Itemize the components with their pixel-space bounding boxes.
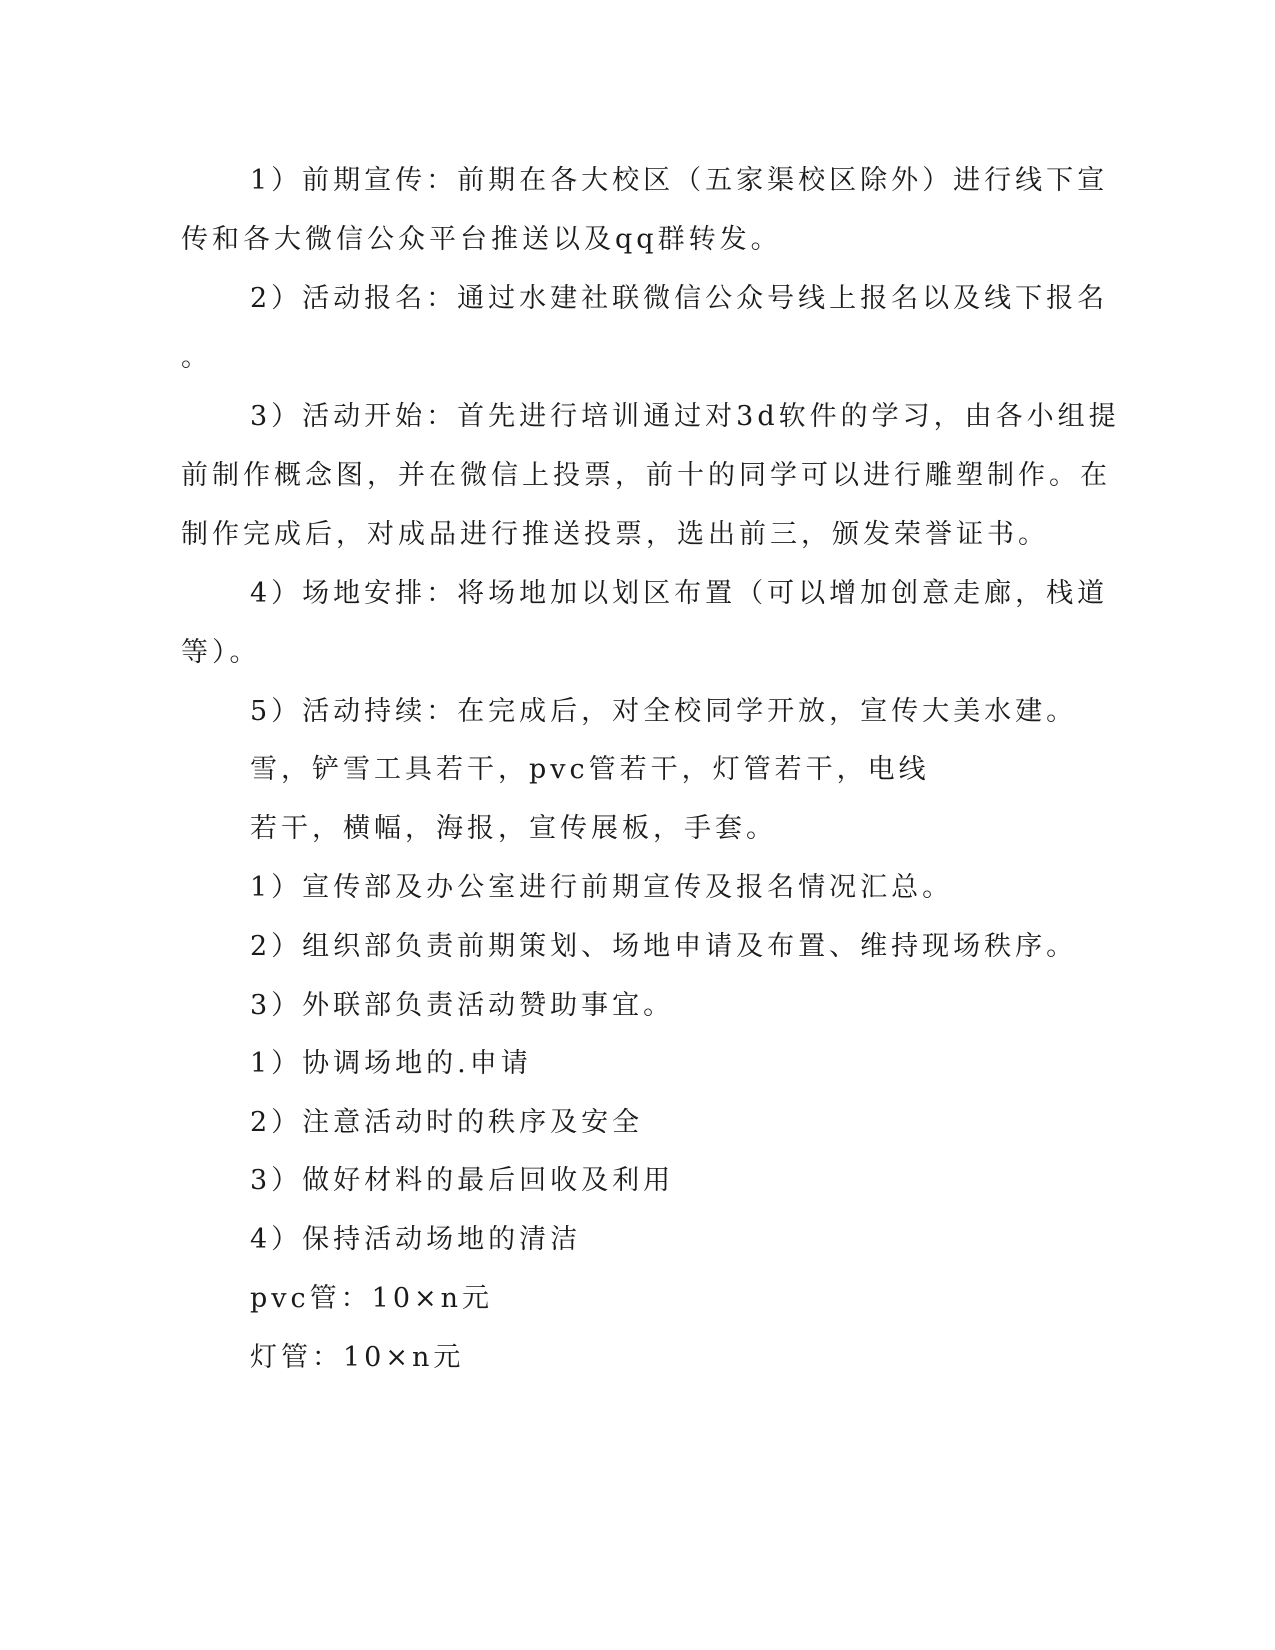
materials-line-2: 若干，横幅，海报，宣传展板，手套。: [250, 813, 777, 844]
paragraph-start-line-2: 前制作概念图，并在微信上投票，前十的同学可以进行雕塑制作。在: [181, 460, 1111, 491]
budget-item-pvc: pvc管：10×n元: [250, 1283, 494, 1314]
notice-item-3: 3）做好材料的最后回收及利用: [250, 1165, 675, 1196]
duty-item-3: 3）外联部负责活动赞助事宜。: [250, 990, 675, 1021]
paragraph-registration-line-2: 。: [181, 342, 212, 373]
budget-item-lamp: 灯管：10×n元: [250, 1342, 465, 1373]
paragraph-venue-line-2: 等）。: [181, 637, 261, 668]
paragraph-registration-line-1: 2）活动报名：通过水建社联微信公众号线上报名以及线下报名: [250, 283, 1109, 314]
paragraph-start-line-1: 3）活动开始：首先进行培训通过对3d软件的学习，由各小组提: [250, 401, 1120, 432]
duty-item-2: 2）组织部负责前期策划、场地申请及布置、维持现场秩序。: [250, 931, 1078, 962]
paragraph-venue-line-1: 4）场地安排：将场地加以划区布置（可以增加创意走廊，栈道: [250, 578, 1109, 609]
paragraph-publicity-line-1: 1）前期宣传：前期在各大校区（五家渠校区除外）进行线下宣: [250, 165, 1109, 196]
materials-line-1: 雪，铲雪工具若干，pvc管若干，灯管若干，电线: [250, 754, 930, 785]
paragraph-continue: 5）活动持续：在完成后，对全校同学开放，宣传大美水建。: [250, 696, 1078, 727]
notice-item-1: 1）协调场地的.申请: [250, 1048, 532, 1079]
paragraph-start-line-3: 制作完成后，对成品进行推送投票，选出前三，颁发荣誉证书。: [181, 519, 1049, 550]
notice-item-4: 4）保持活动场地的清洁: [250, 1224, 582, 1255]
duty-item-1: 1）宣传部及办公室进行前期宣传及报名情况汇总。: [250, 872, 954, 903]
notice-item-2: 2）注意活动时的秩序及安全: [250, 1107, 644, 1138]
paragraph-publicity-line-2: 传和各大微信公众平台推送以及qq群转发。: [181, 224, 782, 255]
